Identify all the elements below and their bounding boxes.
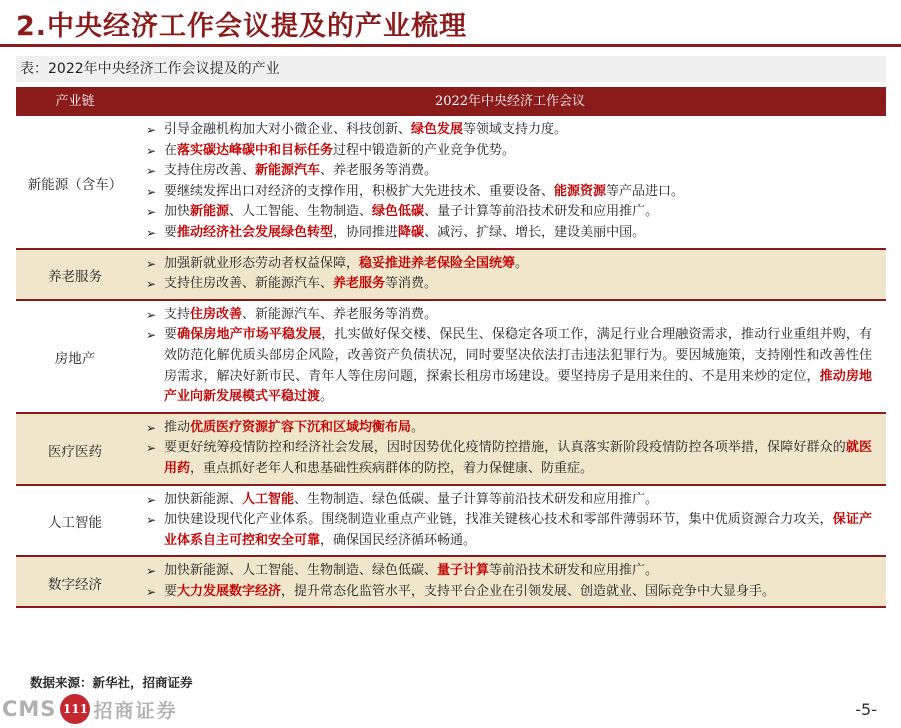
arrow-bullet-icon: ➢ [146,584,157,599]
policy-cell [134,557,886,606]
policy-bullet [144,438,872,479]
arrow-bullet-icon: ➢ [146,564,157,579]
text-segment: ，扎实做好保交楼、保民生、保稳定各项工作，满足行业合理融资需求，推动行业重组并购，有效防范化解优质头部房企风险，改善资产负债状况，同时要坚决依法打击违法犯罪行为。要因城施策，支持刚性和改善性住房需求，解决好新市民、青年人等住房问题，探索长租房市场建设。要坚持房子是用来住的、不是用来炒的定位， [164,327,872,384]
text-segment: 。 [320,389,334,405]
arrow-bullet-icon: ➢ [146,164,157,179]
text-segment: 引导金融机构加大对小微企业、科技创新、 [164,122,412,137]
text-segment: 支持住房改善、新能源汽车、 [164,276,334,292]
text-segment: 等产品进口。 [606,183,685,199]
table-row [16,301,886,414]
page-title: 2.中央经济工作会议提及的产业梳理 [16,11,468,42]
logo-chinese-text: 招商证券 [93,699,178,722]
table-header [16,87,886,116]
policy-text [164,305,872,326]
text-segment: 等前沿技术研发和应用推广。 [489,563,659,579]
table-row [16,116,886,250]
highlighted-keyword: 优质医疗资源扩容下沉和区域均衡布局 [190,419,412,435]
text-segment: ，协同推进 [333,224,399,240]
industry-cell: 数字经济 [48,576,102,593]
industry-cell: 人工智能 [48,515,102,532]
highlighted-keyword: 降碳 [398,224,425,240]
highlighted-keyword: 稳妥推进养老保险全国统筹 [359,255,516,271]
highlighted-keyword: 绿色低碳 [372,204,425,220]
text-segment: 加快新能源、人工智能、生物制造、绿色低碳、 [164,563,438,579]
text-segment: 要 [164,224,178,240]
text-segment: 加快新能源、 [164,491,243,507]
policy-text [164,182,872,203]
arrow-bullet-icon: ➢ [146,328,157,343]
table-row [16,414,886,486]
highlighted-keyword: 就医用药 [164,440,872,476]
text-segment: 。 [411,419,425,435]
text-segment: 、养老服务等消费。 [320,163,438,179]
policy-cell [134,414,886,484]
policy-bullet [144,510,872,551]
policy-text [164,254,872,275]
logo-emblem-icon: 111 [60,694,90,724]
highlighted-keyword: 推动经济社会发展绿色转型 [177,224,334,240]
policy-text [164,561,872,582]
policy-cell [134,301,886,412]
policy-text [164,202,872,223]
policy-bullet [144,582,872,603]
arrow-bullet-icon: ➢ [146,184,157,199]
text-segment: 、人工智能、生物制造、 [229,204,373,220]
page-number: -5- [855,700,877,719]
policy-bullet [144,182,872,203]
text-segment: 、量子计算等前沿技术研发和应用推广。 [424,204,659,220]
text-segment: 在 [164,142,178,158]
highlighted-keyword: 量子计算 [437,563,490,579]
policy-text [164,274,872,295]
highlighted-keyword: 大力发展数字经济 [177,583,282,599]
text-segment: 等领域支持力度。 [463,122,568,137]
policy-bullet [144,418,872,439]
highlighted-keyword: 能源资源 [554,183,607,199]
policy-text [164,141,872,162]
policy-cell [134,486,886,556]
arrow-bullet-icon: ➢ [146,256,157,271]
table-row [16,250,886,301]
table-caption: 表：2022年中央经济工作会议提及的产业 [16,56,886,82]
policy-text [164,161,872,182]
arrow-bullet-icon: ➢ [146,492,157,507]
policy-text [164,510,872,551]
table-row [16,557,886,608]
arrow-bullet-icon: ➢ [146,225,157,240]
header-industry-chain: 产业链 [55,94,95,109]
arrow-bullet-icon: ➢ [146,441,157,456]
industry-cell: 医疗医药 [48,443,102,460]
title-divider [0,44,901,47]
policy-bullet [144,325,872,407]
policy-bullet [144,490,872,511]
arrow-bullet-icon: ➢ [146,123,157,137]
text-segment: 、生物制造、绿色低碳、量子计算等前沿技术研发和应用推广。 [294,491,659,507]
policy-bullet [144,254,872,275]
text-segment: ，确保国民经济循环畅通。 [320,532,477,548]
table-body [16,116,886,608]
text-segment: 等消费。 [385,276,438,292]
policy-bullet [144,274,872,295]
arrow-bullet-icon: ➢ [146,513,157,528]
text-segment: ，提升常态化监管水平，支持平台企业在引领发展、创造就业、国际竞争中大显身手。 [281,583,776,599]
industry-table [16,87,886,608]
highlighted-keyword: 保证产业体系自主可控和安全可靠 [164,512,872,548]
policy-bullet [144,120,872,141]
text-segment: 支持住房改善、 [164,163,256,179]
text-segment: 、减污、扩绿、增长，建设美丽中国。 [424,224,646,240]
policy-bullet [144,161,872,182]
policy-text [164,325,872,407]
highlighted-keyword: 新能源汽车 [255,163,321,179]
arrow-bullet-icon: ➢ [146,420,157,435]
highlighted-keyword: 养老服务 [333,276,386,292]
policy-text [164,418,872,439]
company-logo [2,694,177,724]
text-segment: ，重点抓好老年人和患基础性疾病群体的防控，着力保健康、防重症。 [190,460,594,476]
policy-bullet [144,223,872,244]
text-segment: 加快 [164,204,191,220]
industry-cell: 新能源（含车） [27,176,123,193]
policy-text [164,490,872,511]
highlighted-keyword: 绿色发展 [411,122,464,137]
text-segment: 要继续发挥出口对经济的支撑作用，积极扩大先进技术、重要设备、 [164,183,555,199]
policy-bullet [144,561,872,582]
highlighted-keyword: 确保房地产市场平稳发展 [177,327,322,343]
industry-cell: 房地产 [54,351,96,368]
header-meeting: 2022年中央经济工作会议 [434,94,586,109]
policy-bullet [144,305,872,326]
highlighted-keyword: 新能源 [190,204,230,220]
logo-cms-text: CMS [2,697,57,721]
arrow-bullet-icon: ➢ [146,143,157,158]
text-segment: 加强新就业形态劳动者权益保障， [164,255,360,271]
arrow-bullet-icon: ➢ [146,277,157,292]
text-segment: 推动 [164,419,191,435]
text-segment: 过程中锻造新的产业竞争优势。 [333,142,516,158]
policy-cell [134,250,886,299]
highlighted-keyword: 推动房地产业向新发展模式平稳过渡 [164,368,872,405]
arrow-bullet-icon: ➢ [146,307,157,322]
highlighted-keyword: 人工智能 [242,491,295,507]
policy-text [164,438,872,479]
highlighted-keyword: 住房改善 [190,306,243,322]
text-segment: 支持 [164,306,191,322]
policy-text [164,120,872,141]
text-segment: 、新能源汽车、养老服务等消费。 [242,306,438,322]
policy-text [164,223,872,244]
policy-text [164,582,872,603]
table-row [16,486,886,558]
industry-cell: 养老服务 [48,269,102,286]
text-segment: 。 [515,255,529,271]
text-segment: 要 [164,583,178,599]
text-segment: 要更好统筹疫情防控和经济社会发展，因时因势优化疫情防控措施，认真落实新阶段疫情防控各项举措，保障好群众的 [164,440,846,456]
policy-cell [134,116,886,248]
arrow-bullet-icon: ➢ [146,205,157,220]
policy-bullet [144,202,872,223]
highlighted-keyword: 落实碳达峰碳中和目标任务 [177,142,334,158]
text-segment: 加快建设现代化产业体系。围绕制造业重点产业链，找准关键核心技术和零部件薄弱环节，集中优质资源合力攻关， [164,512,833,528]
source-note: 数据来源：新华社，招商证券 [30,675,193,690]
policy-bullet [144,141,872,162]
text-segment: 要 [164,327,178,343]
